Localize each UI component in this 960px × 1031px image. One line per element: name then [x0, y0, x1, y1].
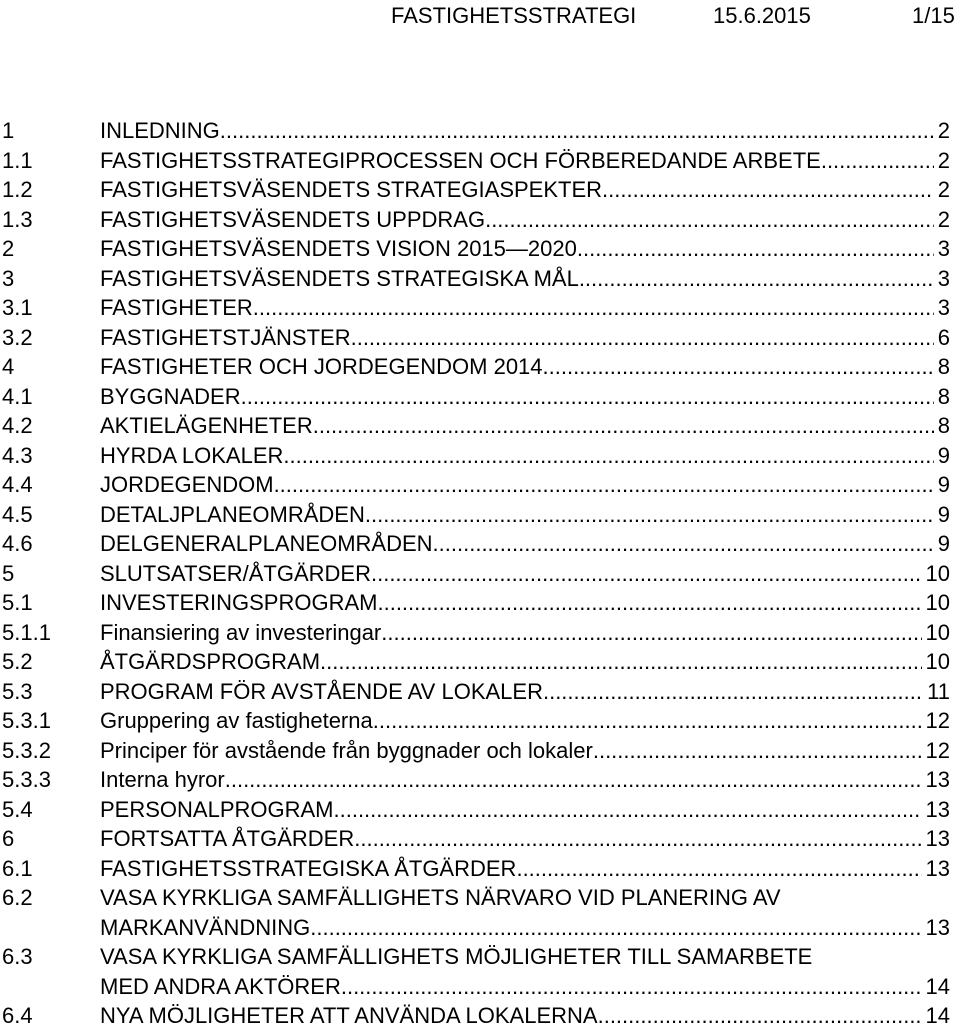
toc-entry-page: 9: [937, 531, 950, 556]
toc-entry-number: 4.4: [2, 472, 33, 497]
toc-entry[interactable]: [0, 795, 960, 825]
toc-entry-page: 13: [925, 914, 950, 940]
toc-entry-body: [100, 352, 950, 382]
toc-entry-body: [100, 411, 950, 441]
toc-entry-number: 5: [2, 560, 15, 586]
toc-entry-body: [100, 323, 950, 353]
toc-entry-number: 6.2: [2, 885, 33, 910]
toc-entry-body: [100, 500, 950, 530]
dot-leader: [433, 529, 934, 559]
toc-entry[interactable]: [0, 529, 960, 559]
toc-entry-page: 13: [925, 826, 950, 851]
toc-entry-title: NYA MÖJLIGHETER ATT ANVÄNDA LOKALERNA: [100, 1003, 598, 1028]
toc-entry-body: [100, 264, 950, 294]
toc-entry-body: [100, 175, 950, 205]
toc-entry-title: FASTIGHETSVÄSENDETS STRATEGIASPEKTER: [100, 177, 603, 202]
toc-entry-title: FASTIGHETSTJÄNSTER: [100, 324, 351, 350]
page-number: 1/15: [912, 3, 955, 28]
toc-entry-number: 5.1: [2, 590, 33, 615]
dot-leader: [354, 824, 921, 854]
toc-entry-page: 12: [925, 708, 950, 733]
toc-entry[interactable]: [0, 883, 960, 942]
toc-entry-title: HYRDA LOKALER: [100, 442, 284, 468]
toc-entry-title: Gruppering av fastigheterna: [100, 708, 373, 733]
toc-entry-number: 6.4: [2, 1003, 33, 1028]
toc-entry[interactable]: [0, 706, 960, 736]
toc-entry[interactable]: [0, 588, 960, 618]
toc-entry-number: 5.1.1: [2, 619, 51, 645]
toc-entry[interactable]: [0, 116, 960, 146]
dot-leader: [577, 234, 934, 264]
toc-entry-number: 2: [2, 236, 15, 261]
toc-entry-title: PROGRAM FÖR AVSTÅENDE AV LOKALER: [100, 678, 543, 704]
toc-entry-body: [100, 618, 950, 648]
toc-entry-number: 1: [2, 118, 15, 143]
toc-entry-number: 3.1: [2, 295, 33, 320]
dot-leader: [543, 677, 923, 707]
toc-entry[interactable]: [0, 234, 960, 264]
toc-entry[interactable]: [0, 323, 960, 353]
dot-leader: [274, 470, 934, 500]
dot-leader: [598, 1001, 922, 1031]
toc-entry-number: 5.4: [2, 796, 33, 822]
toc-entry-title: INVESTERINGSPROGRAM: [100, 590, 378, 615]
toc-entry-title: VASA KYRKLIGA SAMFÄLLIGHETS NÄRVARO VID PLANERING AV: [100, 885, 781, 910]
toc-entry-page: 2: [937, 206, 950, 232]
dot-leader: [579, 264, 934, 294]
toc-entry-number: 5.3: [2, 678, 33, 704]
toc-entry-number: 5.3.1: [2, 708, 51, 733]
toc-entry-body: [100, 441, 950, 471]
toc-entry-body: [100, 559, 950, 589]
toc-entry-page: 10: [925, 590, 950, 615]
toc-entry-page: 13: [925, 796, 950, 822]
toc-entry-title: FASTIGHETSVÄSENDETS UPPDRAG: [100, 206, 486, 232]
toc-entry-title: Principer för avstående från byggnader och lokaler: [100, 737, 593, 763]
toc-entry-page: 9: [937, 442, 950, 468]
toc-entry-number: 1.3: [2, 206, 33, 232]
toc-entry-body: [100, 293, 950, 323]
dot-leader: [593, 736, 922, 766]
dot-leader: [377, 588, 921, 618]
toc-entry[interactable]: [0, 824, 960, 854]
dot-leader: [334, 795, 922, 825]
toc-entry-page: 10: [925, 619, 950, 645]
toc-entry-title: VASA KYRKLIGA SAMFÄLLIGHETS MÖJLIGHETER TILL SAMARBETE: [100, 944, 813, 969]
dot-leader: [225, 765, 922, 795]
toc-entry-page: 3: [937, 265, 950, 291]
toc-entry-number: 4.2: [2, 413, 33, 438]
toc-entry[interactable]: [0, 500, 960, 530]
toc-entry-number: 4.6: [2, 531, 33, 556]
toc-entry-page: 3: [937, 295, 950, 320]
toc-entry-page: 10: [925, 649, 950, 674]
table-of-contents: [0, 116, 960, 1031]
toc-entry-title: DELGENERALPLANEOMRÅDEN: [100, 531, 433, 556]
toc-entry-title: JORDEGENDOM: [100, 472, 274, 497]
toc-entry-number: 4: [2, 354, 15, 379]
toc-entry[interactable]: [0, 205, 960, 235]
toc-entry-body: [100, 824, 950, 854]
toc-entry-page: 2: [937, 177, 950, 202]
toc-entry-page: 8: [937, 383, 950, 409]
toc-entry-number: 1.2: [2, 177, 33, 202]
dot-leader: [821, 146, 934, 176]
dot-leader: [220, 116, 934, 146]
dot-leader: [253, 293, 934, 323]
dot-leader: [241, 382, 934, 412]
toc-entry-number: 3: [2, 265, 15, 291]
toc-entry-body: [100, 765, 950, 795]
toc-entry-title: FASTIGHETSSTRATEGIPROCESSEN OCH FÖRBEREDANDE ARBETE: [100, 147, 821, 173]
toc-entry-body: [100, 382, 950, 412]
dot-leader: [381, 618, 921, 648]
toc-entry[interactable]: [0, 647, 960, 677]
toc-entry-title: PERSONALPROGRAM: [100, 796, 334, 822]
toc-entry[interactable]: [0, 264, 960, 294]
dot-leader: [320, 647, 921, 677]
toc-entry-body: [100, 588, 950, 618]
toc-entry-body: [100, 706, 950, 736]
toc-entry-body: [100, 116, 950, 146]
dot-leader: [371, 559, 922, 589]
toc-entry-title: FASTIGHETSVÄSENDETS STRATEGISKA MÅL: [100, 265, 579, 291]
toc-entry-number: 6: [2, 826, 15, 851]
toc-entry[interactable]: [0, 559, 960, 589]
document-date: 15.6.2015: [713, 3, 811, 28]
toc-entry[interactable]: [0, 618, 960, 648]
toc-entry[interactable]: [0, 146, 960, 176]
toc-entry[interactable]: [0, 942, 960, 1001]
toc-entry-body: [100, 736, 950, 766]
toc-entry-number: 4.5: [2, 501, 33, 527]
toc-entry-title: FASTIGHETSSTRATEGISKA ÅTGÄRDER: [100, 855, 517, 881]
toc-entry-body: [100, 647, 950, 677]
toc-entry-body: [100, 883, 950, 942]
toc-entry[interactable]: [0, 293, 960, 323]
toc-entry-title: MARKANVÄNDNING: [100, 914, 311, 940]
toc-entry-body: [100, 470, 950, 500]
toc-entry-body: [100, 234, 950, 264]
toc-entry-page: 11: [927, 678, 950, 704]
toc-entry-page: 9: [937, 472, 950, 497]
toc-entry-body: [100, 1001, 950, 1031]
toc-entry-title: FORTSATTA ÅTGÄRDER: [100, 826, 355, 851]
toc-entry[interactable]: [0, 854, 960, 884]
toc-entry-number: 1.1: [2, 147, 33, 173]
dot-leader: [351, 323, 934, 353]
dot-leader: [485, 205, 934, 235]
toc-entry-body: [100, 942, 950, 1001]
toc-entry-title: FASTIGHETER OCH JORDEGENDOM 2014: [100, 354, 543, 379]
toc-entry-page: 10: [925, 560, 950, 586]
toc-entry-page: 14: [925, 1003, 950, 1028]
page-header: [0, 0, 960, 40]
dot-leader: [365, 500, 934, 530]
document-title: FASTIGHETSSTRATEGI: [391, 3, 637, 28]
toc-entry-number: 3.2: [2, 324, 33, 350]
toc-entry-title: DETALJPLANEOMRÅDEN: [100, 501, 365, 527]
toc-entry-body: [100, 146, 950, 176]
toc-entry-number: 5.3.2: [2, 737, 51, 763]
toc-entry-title: AKTIELÄGENHETER: [100, 413, 313, 438]
toc-entry-title: BYGGNADER: [100, 383, 241, 409]
toc-entry-number: 5.3.3: [2, 767, 51, 792]
toc-entry[interactable]: [0, 677, 960, 707]
toc-entry[interactable]: [0, 352, 960, 382]
toc-entry-page: 12: [925, 737, 950, 763]
toc-entry-number: 6.3: [2, 944, 33, 969]
toc-entry-body: [100, 795, 950, 825]
toc-entry[interactable]: [0, 736, 960, 766]
dot-leader: [516, 854, 921, 884]
toc-entry-title: SLUTSATSER/ÅTGÄRDER: [100, 560, 371, 586]
toc-entry-page: 6: [937, 324, 950, 350]
toc-entry-page: 3: [937, 236, 950, 261]
toc-entry-title: MED ANDRA AKTÖRER: [100, 973, 341, 999]
toc-entry[interactable]: [0, 1001, 960, 1031]
toc-entry-body: [100, 529, 950, 559]
toc-entry-page: 8: [937, 354, 950, 379]
dot-leader: [543, 352, 934, 382]
dot-leader: [602, 175, 934, 205]
toc-entry-body: [100, 677, 950, 707]
toc-entry[interactable]: [0, 382, 960, 412]
toc-entry-title: Interna hyror: [100, 767, 225, 792]
toc-entry-page: 13: [925, 767, 950, 792]
toc-entry-title: ÅTGÄRDSPROGRAM: [100, 649, 321, 674]
toc-entry-page: 2: [937, 147, 950, 173]
toc-entry-title: INLEDNING: [100, 118, 220, 143]
toc-entry-body: [100, 205, 950, 235]
toc-entry-body: [100, 854, 950, 884]
toc-entry-title: Finansiering av investeringar: [100, 619, 382, 645]
toc-entry[interactable]: [0, 441, 960, 471]
toc-entry-number: 4.3: [2, 442, 33, 468]
toc-entry[interactable]: [0, 175, 960, 205]
toc-entry-number: 4.1: [2, 383, 33, 409]
toc-entry[interactable]: [0, 411, 960, 441]
dot-leader: [313, 411, 934, 441]
toc-entry-page: 8: [937, 413, 950, 438]
toc-entry-page: 9: [937, 501, 950, 527]
toc-entry-page: 14: [925, 973, 950, 999]
toc-entry-number: 5.2: [2, 649, 33, 674]
dot-leader: [310, 913, 921, 943]
dot-leader: [283, 441, 933, 471]
toc-entry-title: FASTIGHETSVÄSENDETS VISION 2015—2020: [100, 236, 577, 261]
toc-entry-page: 2: [937, 118, 950, 143]
toc-entry[interactable]: [0, 470, 960, 500]
toc-entry-title: FASTIGHETER: [100, 295, 253, 320]
dot-leader: [341, 972, 922, 1002]
toc-entry-number: 6.1: [2, 855, 33, 881]
dot-leader: [373, 706, 922, 736]
toc-entry-page: 13: [925, 855, 950, 881]
toc-entry[interactable]: [0, 765, 960, 795]
